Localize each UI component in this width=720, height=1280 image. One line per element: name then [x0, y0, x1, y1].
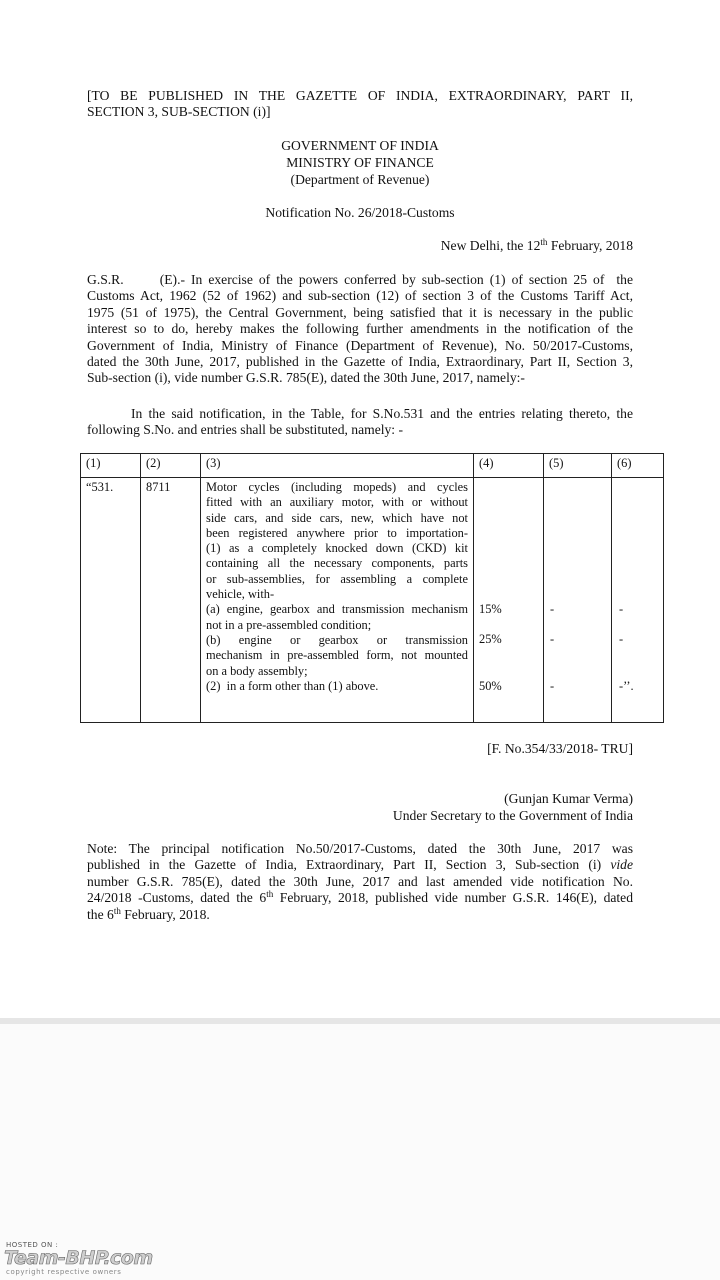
- main-paragraph: [87, 272, 633, 387]
- column-6-cell: - - -’’.: [612, 478, 664, 723]
- amendment-table: [80, 453, 664, 723]
- column-header: (5): [544, 454, 612, 478]
- paragraph-line: Government of India, Ministry of Finance (Department of Revenue), No. 50/2017-Customs,: [87, 337, 633, 353]
- signatory-title: Under Secretary to the Government of India: [392, 808, 633, 823]
- department-title: (Department of Revenue): [290, 172, 430, 187]
- notification-number: Notification No. 26/2018-Customs: [265, 205, 455, 220]
- watermark-copyright: copyright respective owners: [6, 1268, 122, 1276]
- watermark-hosted-label: HOSTED ON :: [6, 1241, 59, 1249]
- rate-value: 50%: [479, 678, 502, 693]
- publication-header-line-1: [TO BE PUBLISHED IN THE GAZETTE OF INDIA, EXTRAORDINARY, PART II,: [87, 88, 633, 103]
- watermark-logo: [4, 1241, 194, 1277]
- publication-header: [87, 88, 633, 121]
- substitution-paragraph-line-2: following S.No. and entries shall be substituted, namely: -: [87, 422, 404, 437]
- tariff-heading-cell: 8711: [141, 478, 201, 723]
- paragraph-line: Sub-section (i), vide number G.S.R. 785(E), dated the 30th June, 2017, namely:-: [87, 370, 525, 386]
- place-date: New Delhi, the 12th February, 2018: [440, 237, 633, 253]
- paragraph-line: 1975 (51 of 1975), the Central Government, being satisfied that it is necessary in the public: [87, 304, 633, 320]
- publication-header-line-2: SECTION 3, SUB-SECTION (i)]: [87, 104, 271, 120]
- column-5-cell: - - -: [544, 478, 612, 723]
- note-paragraph: [87, 841, 633, 923]
- table-row: [81, 478, 664, 723]
- file-number: [F. No.354/33/2018- TRU]: [487, 741, 633, 756]
- note-line: Note: The principal notification No.50/2017-Customs, dated the 30th June, 2017 was: [87, 841, 633, 856]
- rate-value: 25%: [479, 632, 502, 647]
- paragraph-line: Customs Act, 1962 (52 of 1962) and sub-section (12) of section 3 of the Customs Tariff Act,: [87, 288, 633, 304]
- note-line: 24/2018 -Customs, dated the 6th February, 2018, published vide number G.S.R. 146(E), dated: [87, 889, 634, 906]
- column-header: (6): [612, 454, 664, 478]
- description-cell: Motor cycles (including mopeds) and cycles fitted with an auxiliary motor, with or without side cars, and side cars, new, which have not been registered anywhere prior to importation- (1) as a completely knocked down (CKD) kit containing all the necessary components, parts or sub-assemblies, for assembling a complete vehicle, with- (a) engine, gearbox and transmission mechanism not in a pre-assembled condition; (b) engine or gearbox or transmission mechanism in pre-assembled form, not mounted on a body assembly; (2) in a form other than (1) above.: [201, 478, 474, 723]
- ministry-title: MINISTRY OF FINANCE: [286, 155, 434, 170]
- government-title: GOVERNMENT OF INDIA: [281, 138, 439, 153]
- column-header: (3): [201, 454, 474, 478]
- serial-number-cell: “531.: [81, 478, 141, 723]
- paragraph-line: G.S.R. (E).- In exercise of the powers conferred by sub-section (1) of section 25 of the: [87, 272, 633, 287]
- paragraph-line: dated the 30th June, 2017, published in the Gazette of India, Extraordinary, Part II, Section 3,: [87, 354, 633, 370]
- rate-cell: [474, 478, 544, 723]
- column-header: (2): [141, 454, 201, 478]
- column-header: (1): [81, 454, 141, 478]
- paragraph-line: interest so to do, hereby makes the following further amendments in the notification of the: [87, 321, 633, 337]
- substitution-paragraph-line-1: In the said notification, in the Table, for S.No.531 and the entries relating thereto, the: [131, 406, 633, 421]
- team-bhp-logo: Team-BHP.com: [4, 1247, 153, 1269]
- table-header-row: [81, 454, 664, 478]
- column-header: (4): [474, 454, 544, 478]
- note-line: the 6th February, 2018.: [87, 905, 210, 922]
- signatory-name: (Gunjan Kumar Verma): [504, 791, 633, 806]
- note-line: number G.S.R. 785(E), dated the 30th June, 2017 and last amended vide notification No.: [87, 873, 633, 889]
- note-line: published in the Gazette of India, Extraordinary, Part II, Section 3, Sub-section (i) vide: [87, 857, 633, 873]
- rate-value: 15%: [479, 602, 502, 616]
